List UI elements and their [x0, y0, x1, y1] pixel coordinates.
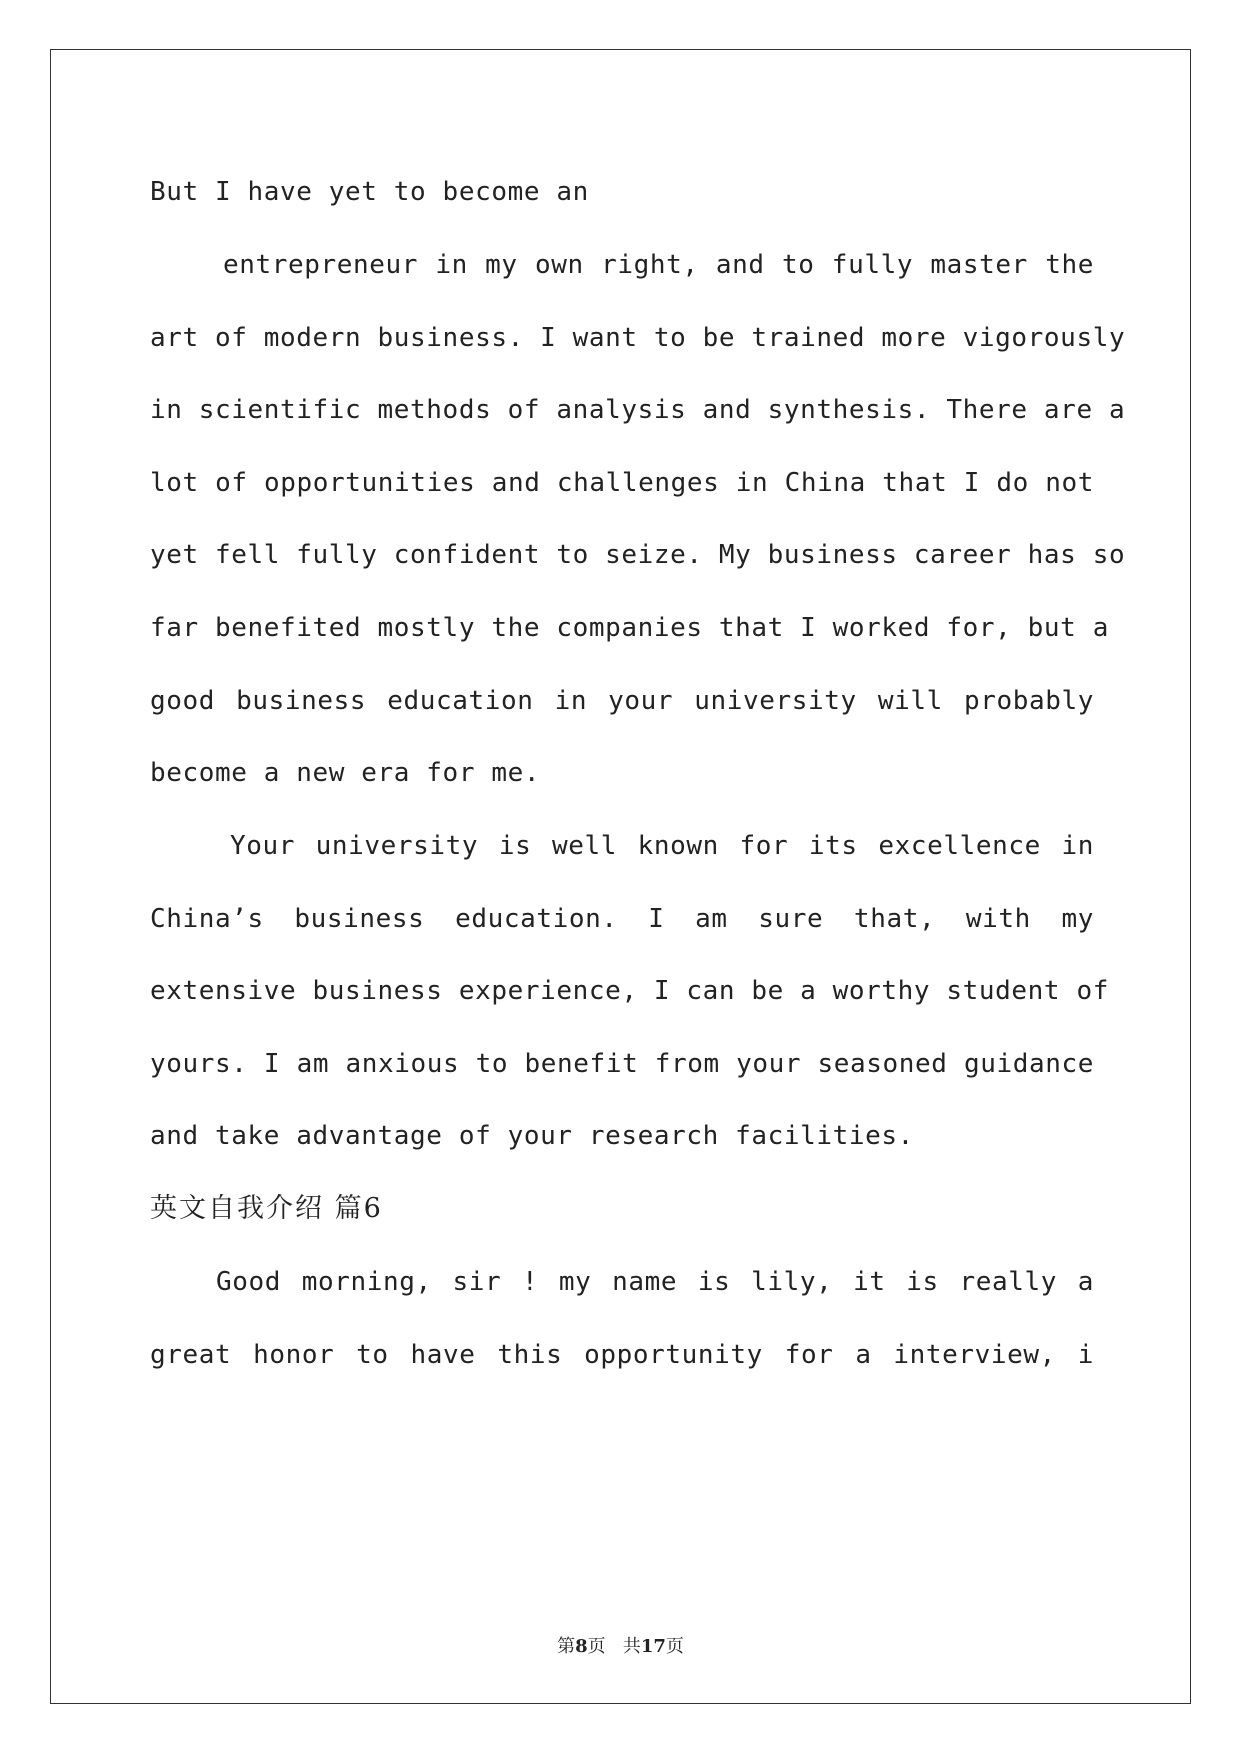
text-line: extensive business experience, I can be a worthy student of [150, 976, 1109, 1006]
section-heading: 英文自我介绍 篇6 [150, 1193, 383, 1224]
text-line: yours. I am anxious to benefit from your seasoned guidance [150, 1049, 1094, 1079]
total-prefix: 共 [622, 1636, 641, 1657]
text-line: entrepreneur in my own right, and to fully master the [223, 250, 1094, 280]
page-footer [0, 1632, 1241, 1658]
text-line: become a new era for me. [150, 758, 541, 788]
text-line: Good morning, sir ! my name is lily, it is really a [216, 1267, 1094, 1297]
text-line: in scientific methods of analysis and synthesis. There are a [150, 395, 1126, 425]
text-line: and take advantage of your research facilities. [150, 1121, 914, 1151]
text-line: lot of opportunities and challenges in China that I do not [150, 468, 1094, 498]
text-line: China’s business education. I am sure that, with my [150, 904, 1094, 934]
total-pages: 17 [640, 1636, 666, 1657]
page-number: 8 [575, 1636, 588, 1657]
page-suffix: 页 [587, 1636, 606, 1657]
text-line: great honor to have this opportunity for a interview, i [150, 1340, 1094, 1370]
text-line: art of modern business. I want to be trained more vigorously [150, 323, 1126, 353]
page-prefix: 第 [557, 1636, 576, 1657]
total-suffix: 页 [665, 1636, 684, 1657]
text-line: yet fell fully confident to seize. My business career has so [150, 540, 1126, 570]
page-frame [50, 49, 1191, 1704]
text-line: But I have yet to become an [150, 177, 589, 207]
text-line: Your university is well known for its excellence in [230, 831, 1094, 861]
text-line: far benefited mostly the companies that I worked for, but a [150, 613, 1109, 643]
text-line: good business education in your university will probably [150, 686, 1094, 716]
